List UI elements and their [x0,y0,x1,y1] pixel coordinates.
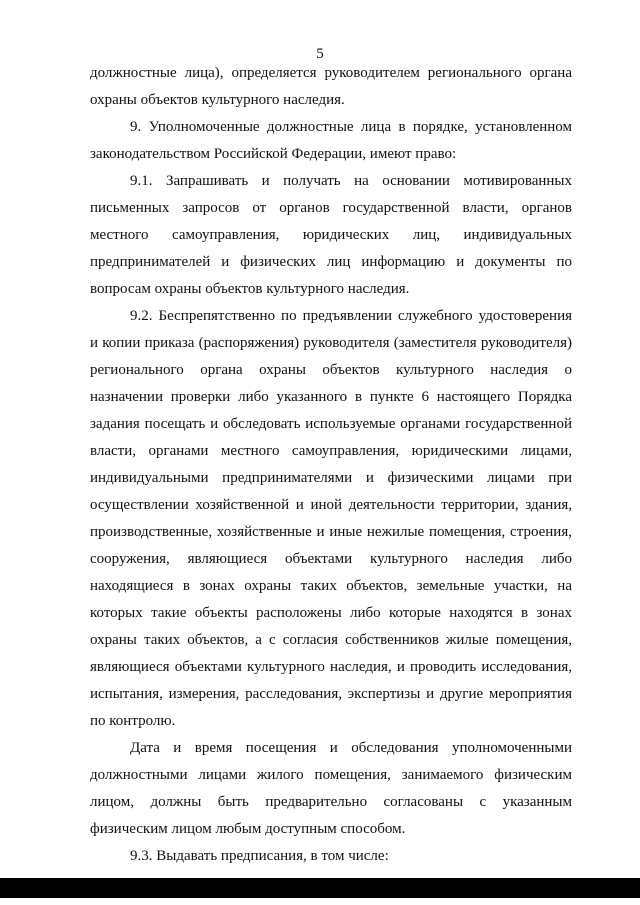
page-number: 5 [316,46,324,62]
paragraph-item-9-1: 9.1. Запрашивать и получать на основании мотивированных письменных запросов от органов государственной власти, органов местного самоуправления, юридических лиц, индивидуальных предпринимателей и физических лиц информацию и документы по вопросам охраны объектов культурного наследия. [90,173,572,297]
paragraph-item-9: 9. Уполномоченные должностные лица в порядке, установленном законодательством Российской Федерации, имеют право: [90,119,572,162]
scan-edge-bar [0,878,640,898]
paragraph-item-9-2: 9.2. Беспрепятственно по предъявлении служебного удостоверения и копии приказа (распоряжения) руководителя (заместителя руководителя) регионального органа охраны объектов культурного наследия о назначении проверки либо указанного в пункте 6 настоящего Порядка задания посещать и обследовать используемые органами государственной власти, органами местного самоуправления, юридическими лицами, индивидуальными предпринимателями и физическими лицами при осуществлении хозяйственной и иной деятельности территории, здания, производственные, хозяйственные и иные нежилые помещения, строения, сооружения, являющиеся объектами культурного наследия либо находящиеся в зонах охраны таких объектов, земельные участки, на которых такие объекты расположены либо которые находятся в зонах охраны таких объектов, а с согласия собственников жилые помещения, являющиеся объектами культурного наследия, и проводить исследования, испытания, измерения, расследования, экспертизы и другие мероприятия по контролю. [90,308,572,729]
paragraph-visit-date: Дата и время посещения и обследования уполномоченными должностными лицами жилого помещения, занимаемого физическим лицом, должны быть предварительно согласованы с указанным физическим лицом любым доступным способом. [90,740,572,837]
document-body [90,60,572,870]
paragraph-continuation: должностные лица), определяется руководителем регионального органа охраны объектов культурного наследия. [90,65,572,108]
paragraph-item-9-3: 9.3. Выдавать предписания, в том числе: [130,848,389,864]
